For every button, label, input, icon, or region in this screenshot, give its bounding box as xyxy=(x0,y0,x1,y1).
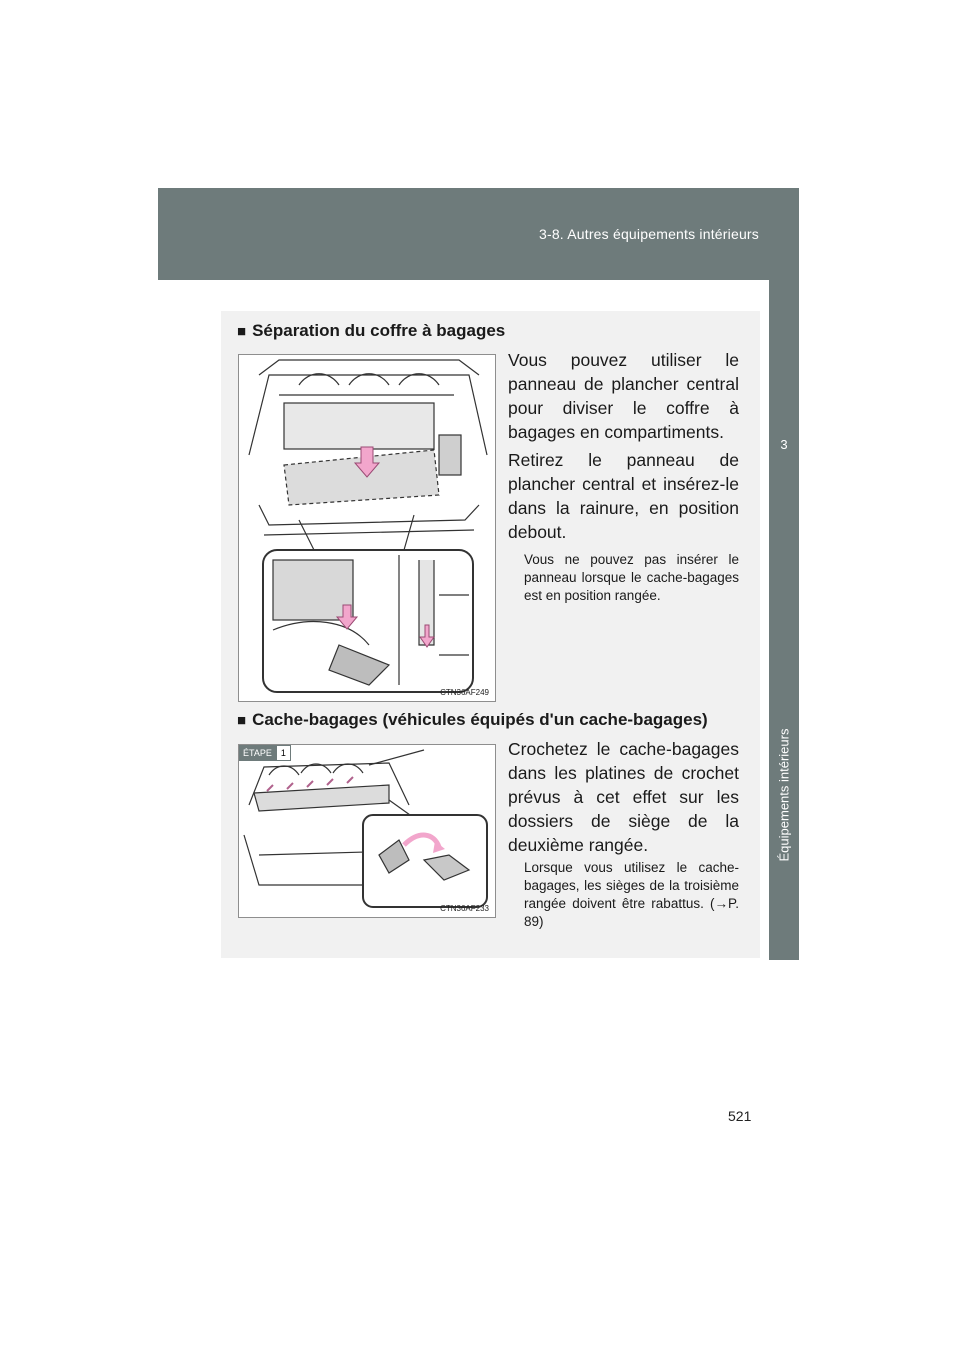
body-paragraph: Vous pouvez utiliser le panneau de plancher central pour diviser le coffre à bagages en compartiments. xyxy=(508,350,739,442)
section-heading-tonneau-cover xyxy=(237,710,708,730)
content-panel xyxy=(221,311,760,958)
header-band xyxy=(158,188,799,280)
square-bullet-icon: ■ xyxy=(237,323,247,340)
section-heading-luggage-separation xyxy=(237,321,505,341)
square-bullet-icon: ■ xyxy=(237,712,247,729)
figure-tonneau-cover-hook xyxy=(238,744,496,918)
section-title: 3-8. Autres équipements intérieurs xyxy=(538,226,759,242)
chapter-tab xyxy=(769,280,799,960)
figure-floor-panel-divider xyxy=(238,354,496,702)
luggage-divider-illustration xyxy=(239,355,495,701)
chapter-label: Équipements intérieurs xyxy=(776,728,792,862)
step-number: 1 xyxy=(276,745,291,761)
figure-code: CTN36AF233 xyxy=(440,904,489,913)
section-heading-text: Cache-bagages (véhicules équipés d'un cache-bagages) xyxy=(252,710,708,729)
tonneau-cover-illustration xyxy=(239,745,495,917)
step-badge xyxy=(239,745,291,761)
note-paragraph: Lorsque vous utilisez le cache-bagages, les sièges de la troisième rangée doivent être rabattus. (→P. 89) xyxy=(524,860,739,929)
note-paragraph: Vous ne pouvez pas insérer le panneau lorsque le cache-bagages est en position rangée. xyxy=(524,552,739,603)
chapter-number: 3 xyxy=(780,437,788,452)
step-label: ÉTAPE xyxy=(239,745,276,761)
page-number: 521 xyxy=(728,1108,752,1124)
body-paragraph: Retirez le panneau de plancher central et insérez-le dans la rainure, en position debout. xyxy=(508,450,739,542)
section-heading-text: Séparation du coffre à bagages xyxy=(252,321,506,340)
body-paragraph: Crochetez le cache-bagages dans les platines de crochet prévus à cet effet sur les dossiers de siège de la deuxième rangée. xyxy=(508,739,739,855)
figure-code: CTN36AF249 xyxy=(440,688,489,697)
